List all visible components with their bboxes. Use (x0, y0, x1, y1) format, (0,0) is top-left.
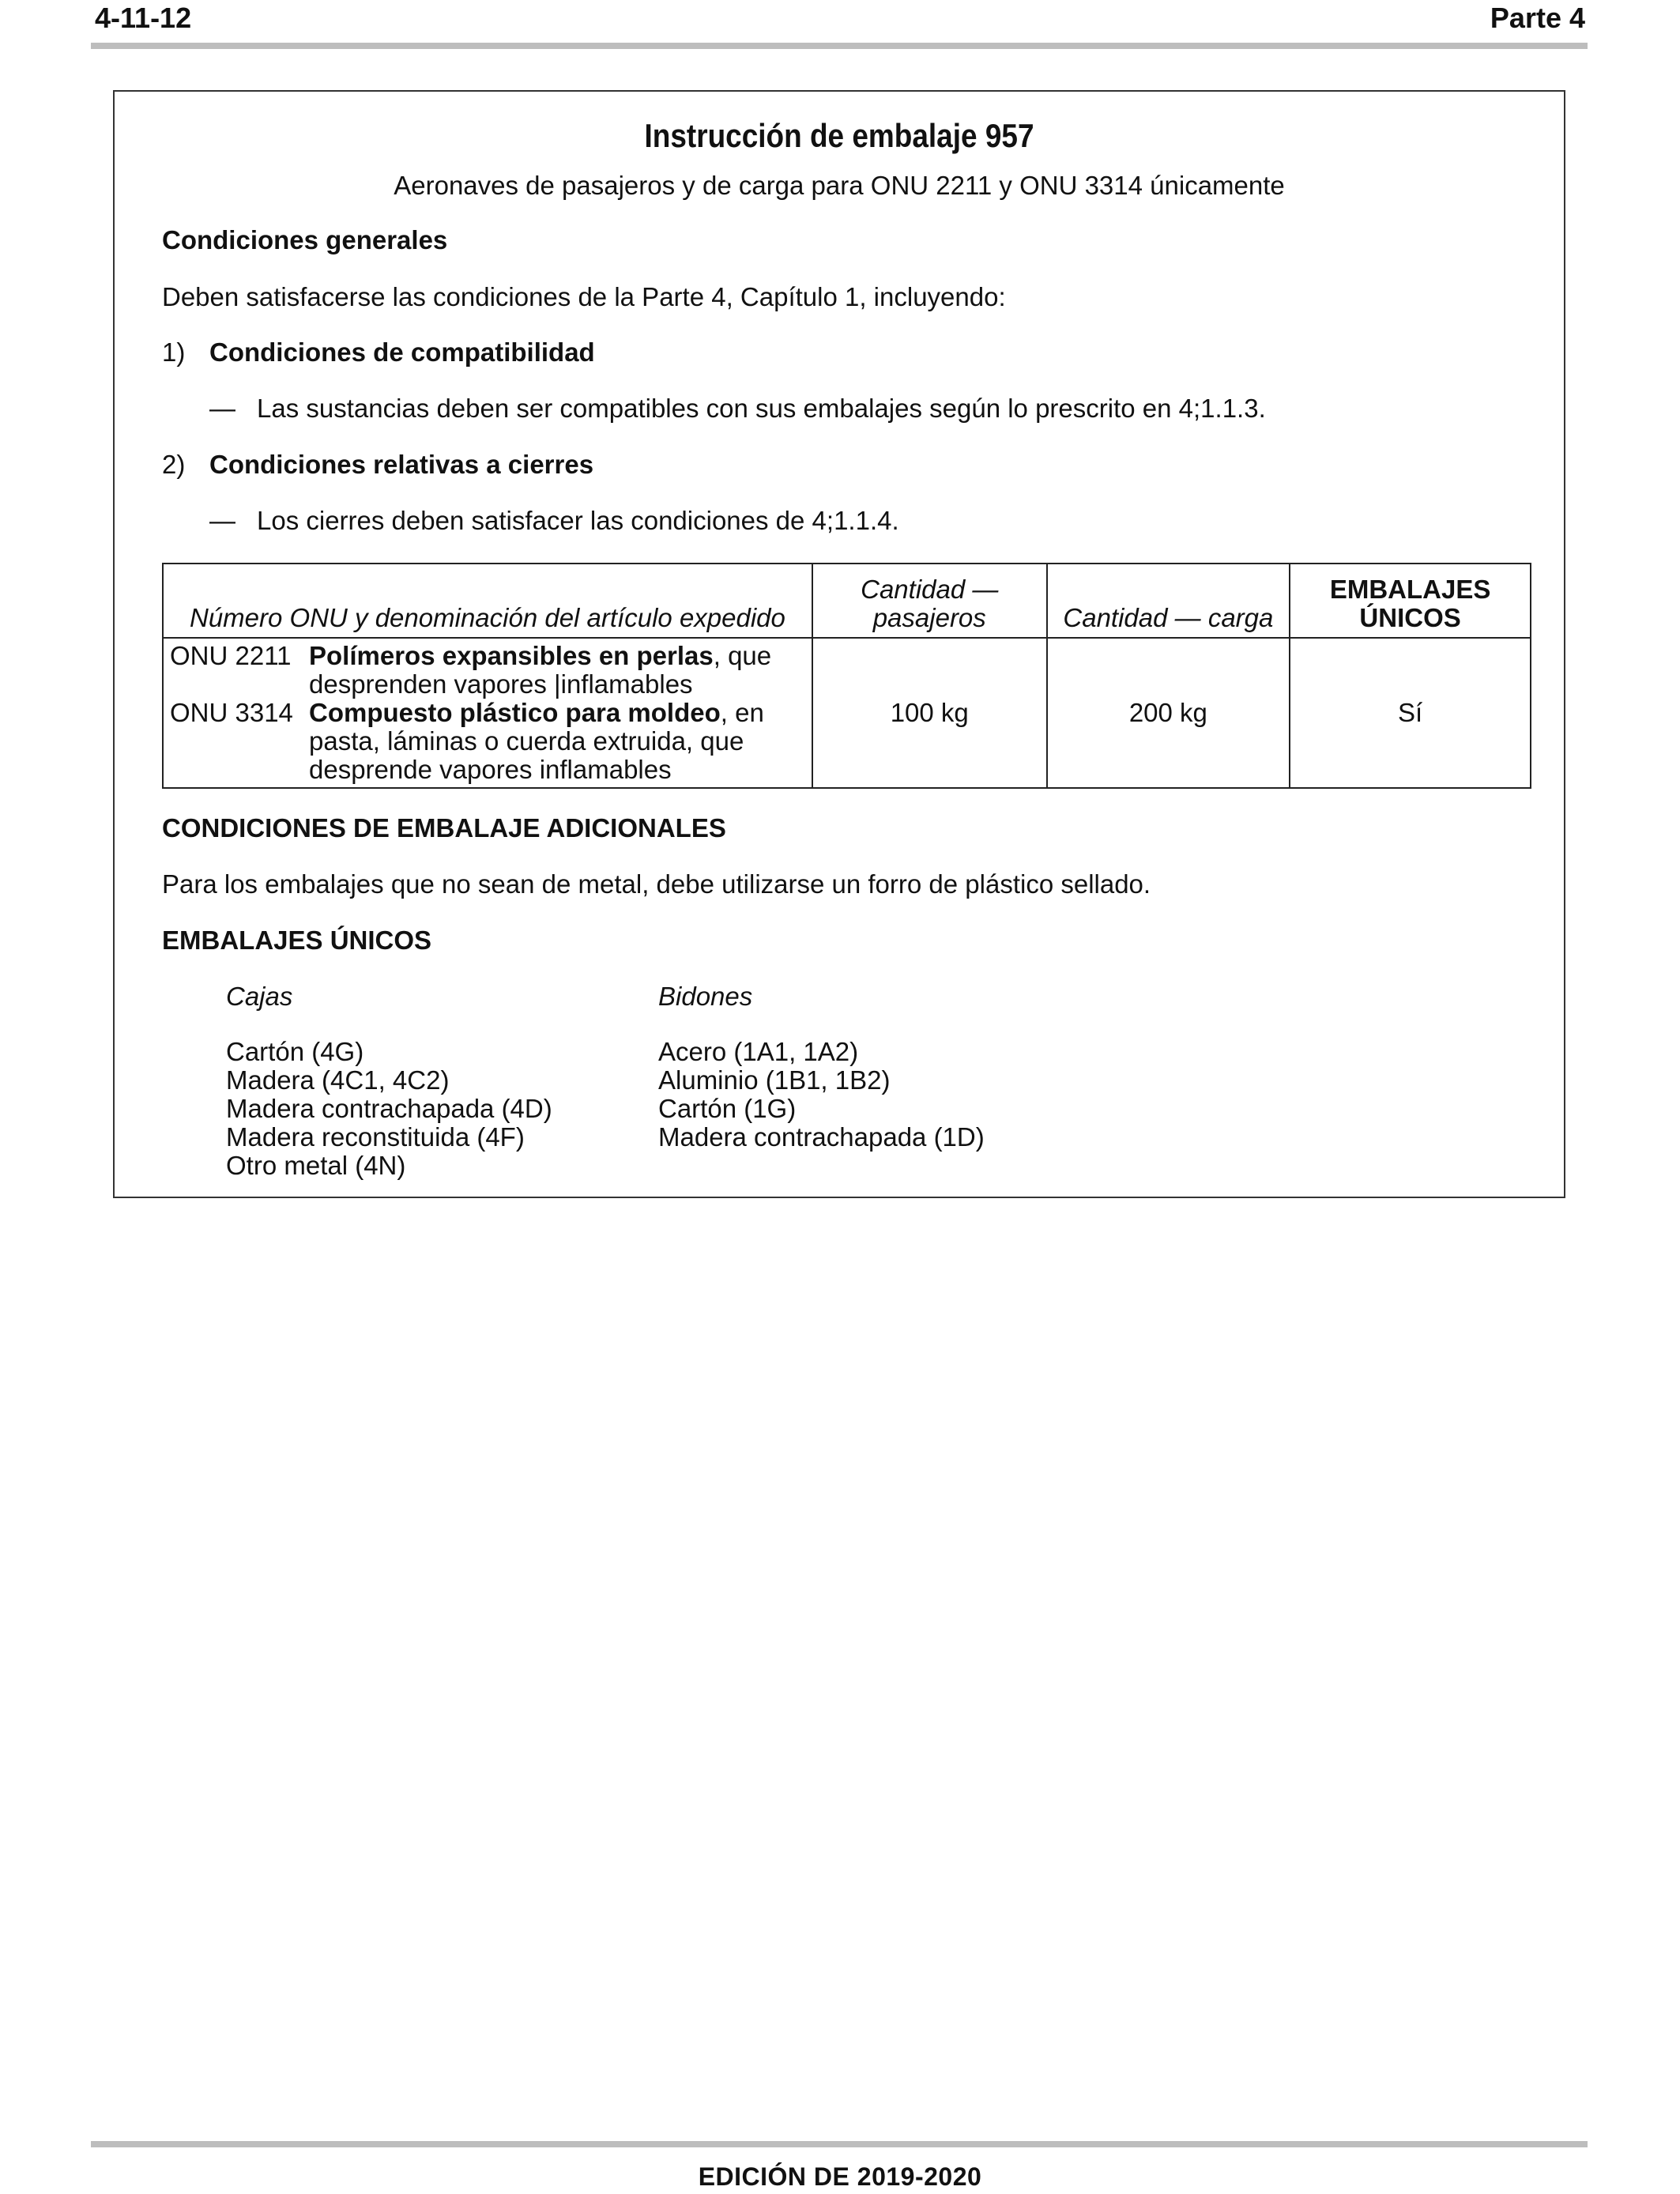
list-item: Cartón (1G) (658, 1094, 797, 1123)
list-item: Madera (4C1, 4C2) (226, 1065, 450, 1095)
header-line: ÚNICOS (1359, 603, 1461, 632)
condition-text: Las sustancias deben ser compatibles con sus embalajes según lo prescrito en 4;1.1.3. (257, 394, 1266, 423)
list-item: Aluminio (1B1, 1B2) (658, 1065, 891, 1095)
list-item: Madera reconstituida (4F) (226, 1122, 525, 1152)
product-cell (163, 638, 812, 788)
un-number: ONU 3314 (170, 698, 293, 727)
quantity-table (162, 563, 1531, 789)
un-name-bold: Polímeros expansibles en perlas (309, 641, 714, 670)
list-item: Cartón (4G) (226, 1037, 364, 1066)
condition-number: 2) (162, 450, 186, 479)
header-rule (91, 43, 1588, 49)
list-item: Madera contrachapada (1D) (658, 1122, 985, 1152)
footer-rule (91, 2141, 1588, 2147)
table-row (163, 638, 1531, 788)
condition-dash: — (209, 394, 235, 423)
list-item: Acero (1A1, 1A2) (658, 1037, 859, 1066)
header-line: Cantidad — (861, 575, 999, 604)
table-header-row (163, 564, 1531, 638)
general-conditions-heading: Condiciones generales (162, 225, 448, 254)
condition-text: Los cierres deben satisfacer las condiciones de 4;1.1.4. (257, 506, 899, 535)
drums-heading: Bidones (658, 982, 753, 1011)
un-description (309, 642, 805, 699)
boxes-list (226, 1038, 552, 1180)
instruction-title: Instrucción de embalaje 957 (644, 117, 1034, 154)
column-header-passenger (812, 564, 1047, 638)
condition-number: 1) (162, 337, 186, 367)
condition-heading: Condiciones de compatibilidad (209, 337, 595, 367)
header-line: EMBALAJES (1329, 575, 1491, 604)
drums-list (658, 1038, 985, 1152)
packing-instruction-box (113, 90, 1565, 1198)
un-description (309, 699, 805, 784)
page-number: 4-11-12 (95, 2, 192, 34)
additional-conditions-heading: CONDICIONES DE EMBALAJE ADICIONALES (162, 813, 726, 843)
single-packaging-allowed: Sí (1290, 638, 1531, 788)
additional-conditions-text: Para los embalajes que no sean de metal, debe utilizarse un forro de plástico sellado. (162, 869, 1151, 899)
column-header-product: Número ONU y denominación del artículo expedido (163, 564, 812, 638)
un-name-rest: , que desprenden vapores |inflamables (309, 641, 772, 699)
list-item: Otro metal (4N) (226, 1151, 406, 1180)
header-line: pasajeros (872, 603, 986, 632)
cargo-quantity: 200 kg (1047, 638, 1290, 788)
un-number: ONU 2211 (170, 641, 292, 670)
condition-heading: Condiciones relativas a cierres (209, 450, 594, 479)
condition-dash: — (209, 506, 235, 535)
list-item: Madera contrachapada (4D) (226, 1094, 552, 1123)
single-packagings-heading: EMBALAJES ÚNICOS (162, 925, 432, 955)
un-name-bold: Compuesto plástico para moldeo (309, 698, 721, 727)
column-header-single (1290, 564, 1531, 638)
edition-footer: EDICIÓN DE 2019-2020 (698, 2162, 982, 2191)
instruction-subtitle: Aeronaves de pasajeros y de carga para ONU 2211 y ONU 3314 únicamente (394, 171, 1285, 200)
passenger-quantity: 100 kg (812, 638, 1047, 788)
column-header-cargo: Cantidad — carga (1047, 564, 1290, 638)
un-name-rest: , en pasta, láminas o cuerda extruida, que desprende vapores inflamables (309, 698, 764, 784)
boxes-heading: Cajas (226, 982, 293, 1011)
general-conditions-text: Deben satisfacerse las condiciones de la Parte 4, Capítulo 1, incluyendo: (162, 282, 1006, 311)
un-entry (170, 642, 805, 699)
un-entry (170, 699, 805, 784)
part-label: Parte 4 (1490, 2, 1585, 34)
